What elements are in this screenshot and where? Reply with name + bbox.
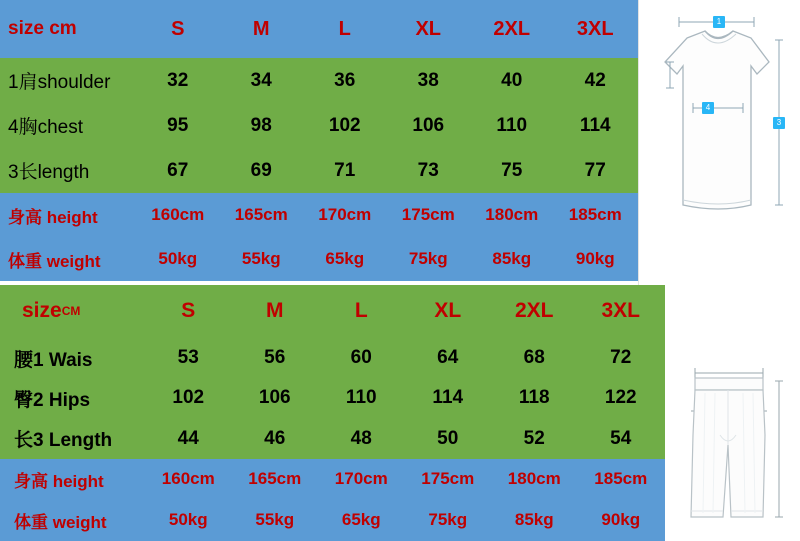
top-weight-row [0, 237, 638, 281]
bottom-row-hips-s: 102 [172, 387, 205, 409]
table-row [0, 103, 638, 148]
bottom-table-header-row [0, 285, 665, 338]
top-weight-label: 体重 weight [8, 251, 101, 271]
top-row-shoulder-xl: 38 [417, 69, 439, 91]
top-row-length-2xl: 75 [501, 159, 523, 181]
bottom-height-3xl: 185cm [594, 469, 648, 489]
bottom-row-length-xl: 50 [437, 427, 459, 449]
bottom-weight-3xl: 90kg [601, 510, 641, 530]
top-height-xl: 175cm [401, 205, 455, 224]
top-row-length-m: 69 [250, 159, 272, 181]
table-row [0, 148, 638, 193]
top-row-chest-xl: 106 [412, 114, 445, 136]
top-row-length-label: 3长length [8, 162, 90, 183]
bottom-row-length-l: 48 [350, 427, 372, 449]
bottom-row-length-3xl: 54 [610, 427, 632, 449]
top-height-3xl: 185cm [568, 205, 622, 224]
bottom-row-length-label: 长3 Length [14, 430, 113, 452]
bottom-height-xl: 175cm [421, 469, 475, 489]
bottom-header-size-xl: XL [434, 299, 462, 323]
bottom-row-waist-label: 腰1 Wais [14, 349, 93, 371]
bottom-size-table [0, 285, 665, 541]
top-row-shoulder-label: 1肩shoulder [8, 72, 111, 93]
bottom-row-waist-m: 56 [264, 347, 286, 369]
top-weight-xl: 75kg [408, 249, 448, 268]
bottom-weight-s: 50kg [168, 510, 208, 530]
bottom-height-2xl: 180cm [507, 469, 561, 489]
table-row [0, 418, 665, 458]
top-height-label: 身高 height [8, 207, 98, 227]
bottom-weight-l: 65kg [341, 510, 381, 530]
bottom-height-s: 160cm [161, 469, 215, 489]
bottom-row-waist-l: 60 [350, 347, 372, 369]
tag-length-3: 3 [773, 117, 785, 129]
top-height-m: 165cm [234, 205, 288, 224]
bottom-row-length-m: 46 [264, 427, 286, 449]
bottom-row-waist-s: 53 [177, 347, 199, 369]
pants-diagram [665, 285, 800, 541]
top-weight-2xl: 85kg [492, 249, 532, 268]
bottom-row-waist-2xl: 68 [523, 347, 545, 369]
top-header-size-l: L [338, 17, 351, 40]
tag-chest-4: 4 [702, 102, 714, 114]
bottom-header-label-text: size [22, 299, 62, 323]
bottom-header-size-m: M [266, 299, 284, 323]
top-row-length-xl: 73 [417, 159, 439, 181]
top-height-s: 160cm [151, 205, 205, 224]
top-row-length-l: 71 [334, 159, 356, 181]
top-row-chest-s: 95 [167, 114, 189, 136]
bottom-weight-m: 55kg [255, 510, 295, 530]
bottom-header-label-unit: CM [61, 304, 81, 319]
bottom-row-length-s: 44 [177, 427, 199, 449]
top-header-size-3xl: 3XL [576, 17, 614, 40]
top-weight-3xl: 90kg [575, 249, 615, 268]
table-row [0, 378, 665, 418]
top-row-chest-3xl: 114 [579, 114, 611, 136]
top-height-2xl: 180cm [485, 205, 539, 224]
top-row-chest-m: 98 [250, 114, 272, 136]
top-header-size-s: S [171, 17, 185, 40]
pants-illustration-svg [665, 285, 800, 541]
top-row-chest-l: 102 [328, 114, 361, 136]
top-header-label: size cm [8, 18, 77, 39]
bottom-row-waist-xl: 64 [437, 347, 459, 369]
bottom-row-hips-l: 110 [345, 387, 377, 409]
top-row-shoulder-3xl: 42 [584, 69, 606, 91]
bottom-height-label: 身高 height [14, 471, 104, 491]
bottom-row-hips-2xl: 118 [518, 387, 550, 409]
table-row [0, 338, 665, 378]
tshirt-diagram [638, 0, 800, 285]
top-size-table [0, 0, 638, 285]
top-row-shoulder-s: 32 [167, 69, 189, 91]
top-row-shoulder-m: 34 [250, 69, 272, 91]
bottom-row-hips-m: 106 [258, 387, 291, 409]
bottom-height-l: 170cm [334, 469, 388, 489]
bottom-row-waist-3xl: 72 [610, 347, 632, 369]
bottom-header-size-l: L [354, 299, 368, 323]
top-row-length-s: 67 [167, 159, 189, 181]
top-header-size-m: M [252, 17, 270, 40]
tag-shoulder-1: 1 [713, 16, 725, 28]
bottom-height-m: 165cm [248, 469, 302, 489]
bottom-row-hips-3xl: 122 [604, 387, 637, 409]
top-row-shoulder-2xl: 40 [501, 69, 523, 91]
bottom-header-label [0, 285, 145, 338]
bottom-header-size-3xl: 3XL [601, 299, 640, 323]
bottom-height-row [0, 459, 665, 500]
top-height-l: 170cm [318, 205, 372, 224]
tshirt-illustration-svg [639, 0, 800, 285]
top-weight-m: 55kg [241, 249, 281, 268]
bottom-row-length-2xl: 52 [523, 427, 545, 449]
bottom-weight-row [0, 500, 665, 541]
top-row-chest-2xl: 110 [496, 114, 528, 136]
bottom-header-size-s: S [181, 299, 196, 323]
bottom-weight-2xl: 85kg [514, 510, 554, 530]
bottom-row-hips-xl: 114 [432, 387, 464, 409]
top-header-size-xl: XL [415, 17, 442, 40]
bottom-weight-xl: 75kg [428, 510, 468, 530]
top-table-header-row [0, 0, 638, 58]
bottom-header-size-2xl: 2XL [514, 299, 554, 323]
table-row [0, 58, 638, 103]
top-row-length-3xl: 77 [584, 159, 606, 181]
top-height-row [0, 193, 638, 237]
top-header-size-2xl: 2XL [493, 17, 531, 40]
top-weight-s: 50kg [158, 249, 198, 268]
top-row-shoulder-l: 36 [334, 69, 356, 91]
bottom-row-hips-label: 臀2 Hips [14, 389, 91, 411]
top-row-chest-label: 4胸chest [8, 117, 83, 138]
bottom-weight-label: 体重 weight [14, 512, 107, 532]
top-weight-l: 65kg [325, 249, 365, 268]
